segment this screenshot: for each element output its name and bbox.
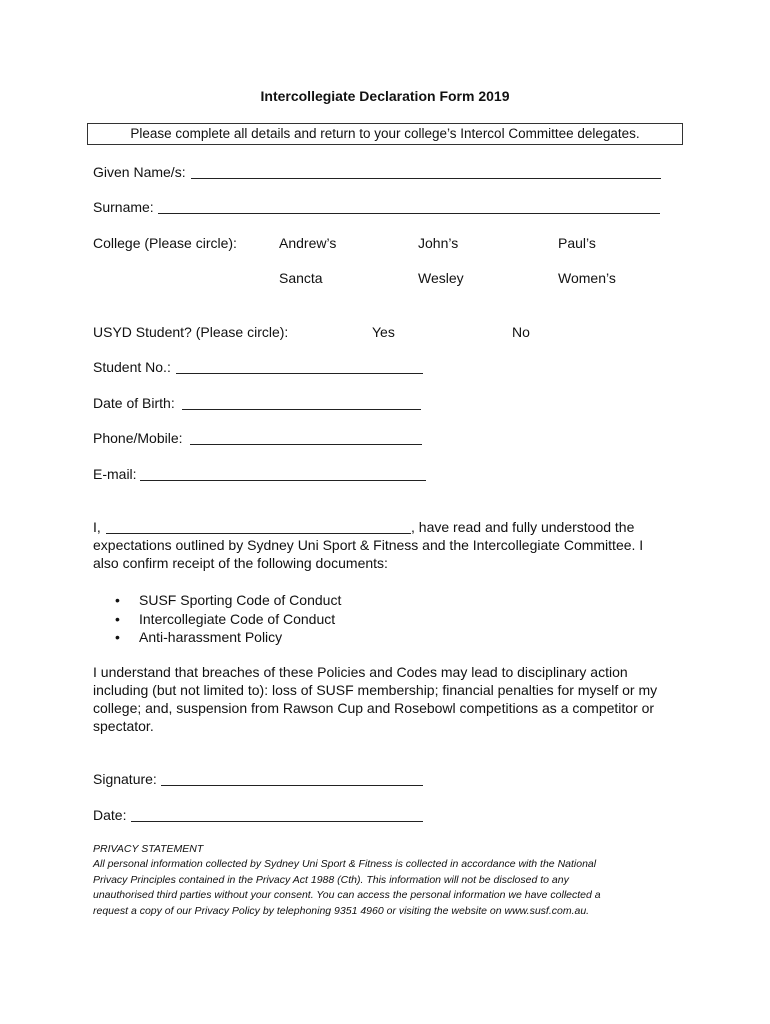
usyd-yes-option[interactable]: Yes	[372, 324, 395, 340]
surname-line[interactable]	[158, 213, 660, 214]
privacy-line: All personal information collected by Sydney Uni Sport & Fitness is collected in accordance with the National	[93, 858, 597, 871]
privacy-statement	[93, 842, 693, 919]
college-option-johns[interactable]: John’s	[418, 235, 459, 251]
phone-line[interactable]	[190, 444, 422, 445]
given-name-label: Given Name/s:	[93, 164, 186, 180]
list-item: • SUSF Sporting Code of Conduct	[115, 592, 342, 608]
dob-line[interactable]	[182, 409, 421, 410]
date-line[interactable]	[131, 821, 423, 822]
usyd-student-label: USYD Student? (Please circle):	[93, 324, 289, 340]
bullet-icon: •	[115, 610, 120, 627]
email-label: E-mail:	[93, 466, 137, 482]
breaches-line-1: I understand that breaches of these Policies and Codes may lead to disciplinary action	[93, 664, 628, 680]
list-item: • Intercollegiate Code of Conduct	[115, 610, 336, 627]
breaches-line-2: including (but not limited to): loss of SUSF membership; financial penalties for myself or my	[93, 682, 658, 698]
signature-label: Signature:	[93, 771, 157, 787]
privacy-line: Privacy Principles contained in the Privacy Act 1988 (Cth). This information will not be disclosed to any	[93, 873, 569, 886]
college-option-wesley[interactable]: Wesley	[418, 270, 464, 286]
email-line[interactable]	[140, 480, 426, 481]
declaration-suffix: , have read and fully understood the	[411, 519, 635, 535]
documents-list	[93, 591, 341, 647]
privacy-line: unauthorised third parties without your consent. You can access the personal information we have collected a	[93, 889, 601, 902]
date-label: Date:	[93, 807, 127, 823]
breaches-line-4: spectator.	[93, 718, 154, 734]
privacy-line: request a copy of our Privacy Policy by telephoning 9351 4960 or visiting the website on www.susf.com.au.	[93, 904, 590, 917]
given-name-line[interactable]	[191, 178, 661, 179]
declaration-name-line[interactable]	[106, 533, 411, 534]
phone-label: Phone/Mobile:	[93, 430, 183, 446]
college-option-sancta[interactable]: Sancta	[279, 270, 323, 286]
privacy-heading: PRIVACY STATEMENT	[93, 843, 204, 855]
student-no-label: Student No.:	[93, 359, 171, 375]
bullet-icon: •	[115, 629, 120, 645]
breaches-line-3: college; and, suspension from Rawson Cup and Rosebowl competitions as a competitor or	[93, 700, 655, 716]
college-option-andrews[interactable]: Andrew’s	[279, 235, 337, 251]
declaration-line-2: expectations outlined by Sydney Uni Sport & Fitness and the Intercollegiate Committee. I	[93, 537, 644, 553]
surname-label: Surname:	[93, 199, 154, 215]
declaration-prefix: I,	[93, 519, 101, 535]
list-item: • Anti-harassment Policy	[115, 629, 283, 645]
usyd-no-option[interactable]: No	[512, 324, 530, 340]
declaration-line-3: also confirm receipt of the following documents:	[93, 555, 388, 571]
form-title: Intercollegiate Declaration Form 2019	[260, 88, 510, 104]
signature-line[interactable]	[161, 785, 423, 786]
college-label: College (Please circle):	[93, 235, 237, 251]
college-option-pauls[interactable]: Paul’s	[558, 235, 596, 251]
instructions-box: Please complete all details and return to your college’s Intercol Committee delegates.	[87, 123, 683, 145]
student-no-line[interactable]	[176, 373, 423, 374]
college-option-womens[interactable]: Women’s	[558, 270, 616, 286]
bullet-icon: •	[115, 592, 120, 608]
dob-label: Date of Birth:	[93, 395, 175, 411]
